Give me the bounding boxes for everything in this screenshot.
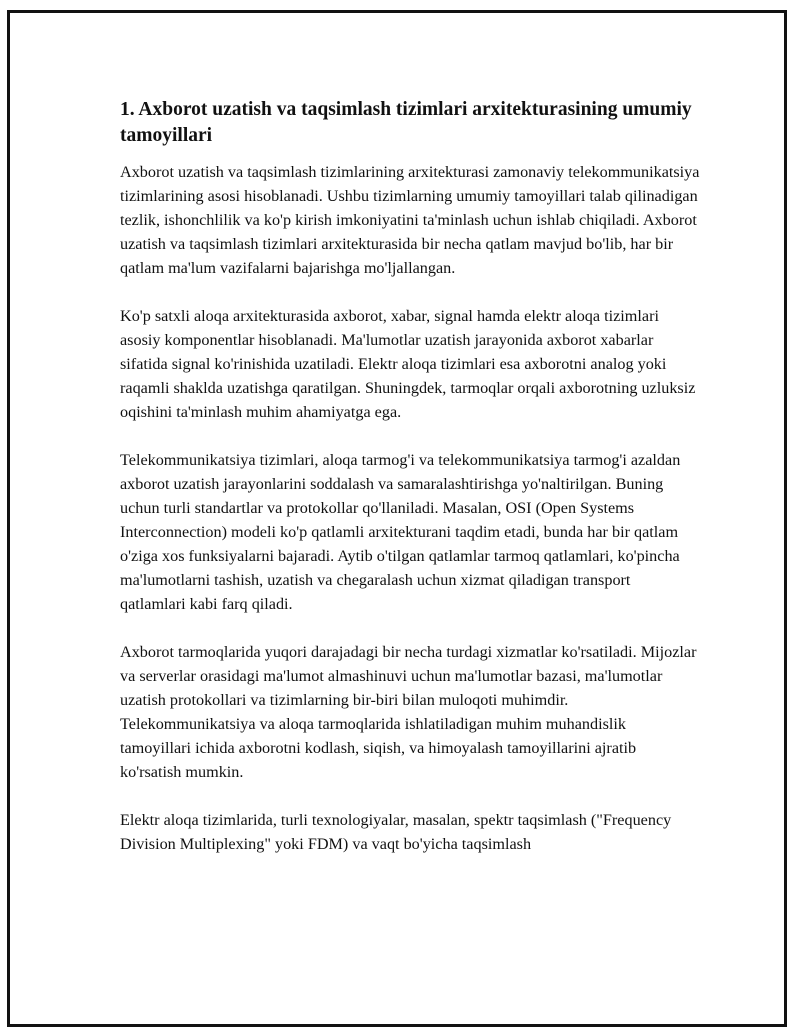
paragraph-telecom-systems: Telekommunikatsiya tizimlari, aloqa tarmog'i va telekommunikatsiya tarmog'i azaldan axborot uzatish jarayonlarini soddalash va samaralashtirishga yo'naltirilgan. Buning uchun turli standartlar va protokollar qo'llaniladi. Masalan, OSI (Open Systems Interconnection) modeli ko'p qatlamli arxitekturani taqdim etadi, bunda har bir qatlam o'ziga xos funksiyalarni bajaradi. Aytib o'tilgan qatlamlar tarmoq qatlamlari, ko'pincha ma'lumotlarni tashish, uzatish va chegaralash uchun xizmat qiladigan transport qatlamlari kabi farq qiladi. (120, 451, 681, 613)
paragraph-network-services: Axborot tarmoqlarida yuqori darajadagi bir necha turdagi xizmatlar ko'rsatiladi. Mijozlar va serverlar orasidagi ma'lumot almashinuvi uchun ma'lumotlar bazasi, ma'lumotlar uzatish protokollari va tizimlarning bir-biri bilan muloqoti muhimdir. Telekommunikatsiya va aloqa tarmoqlarida ishlatiladigan muhim muhandislik tamoyillari ichida axborotni kodlash, siqish, va himoyalash tamoyillarini ajratib ko'rsatish mumkin. (120, 643, 697, 781)
paragraph-multilevel-communication: Ko'p satxli aloqa arxitekturasida axborot, xabar, signal hamda elektr aloqa tizimlari asosiy komponentlar hisoblanadi. Ma'lumotlar uzatish jarayonida axborot xabarlar sifatida signal ko'rinishida uzatiladi. Elektr aloqa tizimlari esa axborotni analog yoki raqamli shaklda uzatishga qaratilgan. Shuningdek, tarmoqlar orqali axborotning uzluksiz oqishini ta'minlash muhim ahamiyatga ega. (120, 307, 696, 421)
paragraph-architecture-intro: Axborot uzatish va taqsimlash tizimlarining arxitekturasi zamonaviy telekommunikatsiya tizimlarining asosi hisoblanadi. Ushbu tizimlarning umumiy tamoyillari talab qilinadigan tezlik, ishonchlilik va ko'p kirish imkoniyatini ta'minlash uchun ishlab chiqiladi. Axborot uzatish va taqsimlash tizimlari arxitekturasida bir necha qatlam mavjud bo'lib, har bir qatlam ma'lum vazifalarni bajarishga mo'ljallangan. (120, 163, 700, 277)
page-frame (7, 10, 787, 1027)
section-heading: 1. Axborot uzatish va taqsimlash tizimlari arxitekturasining umumiy tamoyillari (120, 99, 692, 146)
paragraph-multiplexing: Elektr aloqa tizimlarida, turli texnologiyalar, masalan, spektr taqsimlash ("Frequency Division Multiplexing" yoki FDM) va vaqt bo'yicha taqsimlash (120, 811, 672, 853)
document-body (120, 97, 700, 880)
